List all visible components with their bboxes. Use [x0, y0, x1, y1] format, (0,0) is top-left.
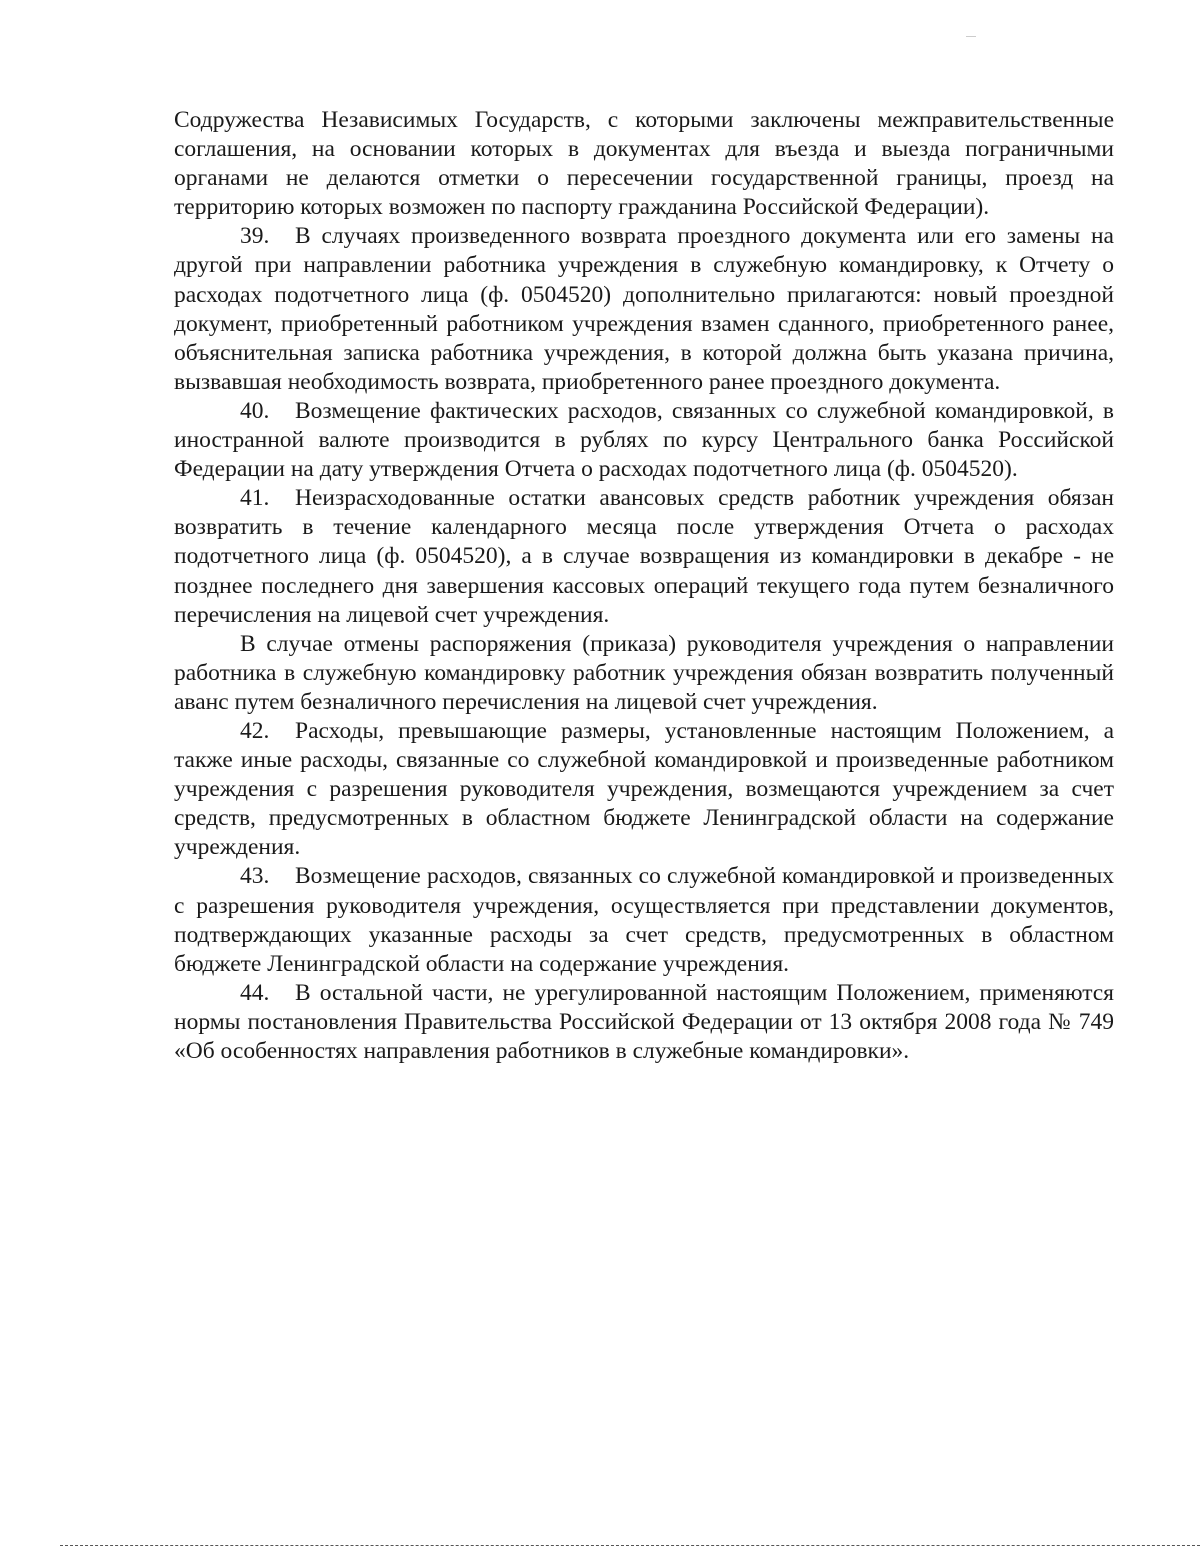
- paragraph-number: 40.: [240, 397, 270, 424]
- paragraph-text: В остальной части, не урегулированной настоящим Положением, применяются нормы постановления Правительства Российской Федерации от 13 октября 2008 года № 749 «Об особенностях направления работников в служебные командировки».: [174, 979, 1114, 1064]
- paragraph-40: [174, 397, 1114, 484]
- paragraph-text: Содружества Независимых Государств, с которыми заключены межправительственные соглашения, на основании которых в документах для въезда и выезда пограничными органами не делаются отметки о пересечении государственной границы, проезд на территорию которых возможен по паспорту гражданина Российской Федерации).: [174, 107, 1114, 221]
- paragraph-41-cancellation: [174, 630, 1114, 717]
- paragraph-text: Возмещение расходов, связанных со служебной командировкой и произведенных с разрешения руководителя учреждения, осуществляется при представлении документов, подтверждающих указанные расходы за счет средств, предусмотренных в областном бюджете Ленинградской области на содержание учреждения.: [174, 863, 1114, 977]
- paragraph-text: Неизрасходованные остатки авансовых средств работник учреждения обязан возвратить в течение календарного месяца после утверждения Отчета о расходах подотчетного лица (ф. 0504520), а в случае возвращения из командировки в декабре - не позднее последнего дня завершения кассовых операций текущего года путем безналичного перечисления на лицевой счет учреждения.: [174, 485, 1114, 628]
- paragraph-text: Расходы, превышающие размеры, установленные настоящим Положением, а также иные расходы, связанные со служебной командировкой и произведенные работником учреждения с разрешения руководителя учреждения, возмещаются учреждением за счет средств, предусмотренных в областном бюджете Ленинградской области на содержание учреждения.: [174, 717, 1114, 861]
- paragraph-text: В случае отмены распоряжения (приказа) руководителя учреждения о направлении работника в служебную командировку работник учреждения обязан возвратить полученный аванс путем безналичного перечисления на лицевой счет учреждения.: [174, 630, 1114, 715]
- paragraph-number: 42.: [240, 717, 270, 744]
- document-body: [174, 106, 1114, 1066]
- paragraph-number: 43.: [240, 863, 270, 890]
- page-bottom-rule: [60, 1545, 1200, 1546]
- paragraph-number: 41.: [240, 485, 270, 512]
- scan-mark: [966, 36, 976, 37]
- paragraph-39: [174, 222, 1114, 397]
- paragraph-41: [174, 484, 1114, 629]
- paragraph-42: [174, 717, 1114, 862]
- paragraph-text: Возмещение фактических расходов, связанных со служебной командировкой, в иностранной валюте производится в рублях по курсу Центрального банка Российской Федерации на дату утверждения Отчета о расходах подотчетного лица (ф. 0504520).: [174, 397, 1114, 483]
- paragraph-continuation: [174, 106, 1114, 222]
- paragraph-number: 39.: [240, 223, 270, 250]
- paragraph-43: [174, 862, 1114, 978]
- paragraph-number: 44.: [240, 979, 270, 1006]
- paragraph-text: В случаях произведенного возврата проездного документа или его замены на другой при направлении работника учреждения в служебную командировку, к Отчету о расходах подотчетного лица (ф. 0504520) дополнительно прилагаются: новый проездной документ, приобретенный работником учреждения взамен сданного, приобретенного ранее, объяснительная записка работника учреждения, в которой должна быть указана причина, вызвавшая необходимость возврата, приобретенного ранее проездного документа.: [174, 223, 1114, 395]
- paragraph-44: [174, 979, 1114, 1066]
